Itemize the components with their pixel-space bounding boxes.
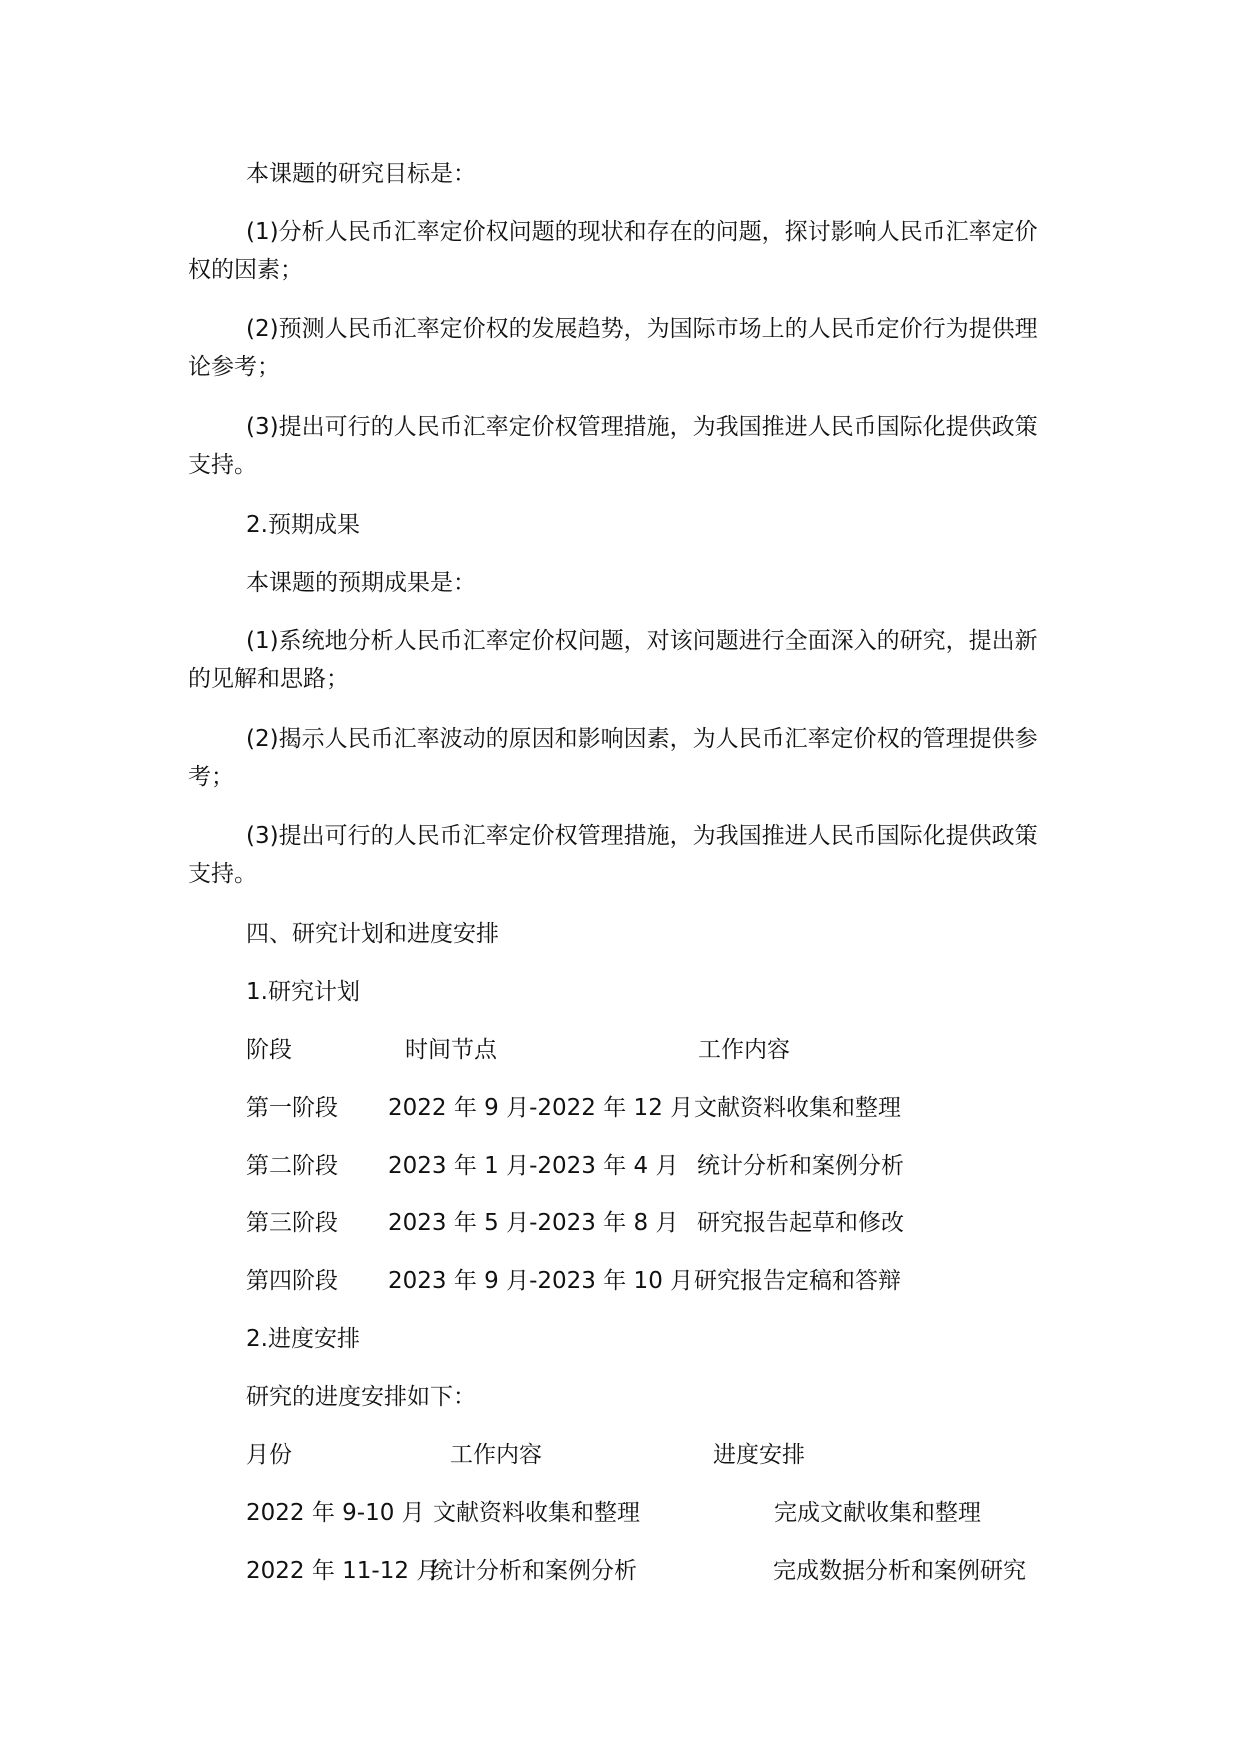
plan-header-time: 时间节点: [405, 1037, 497, 1063]
plan-row-stage: 第二阶段: [246, 1153, 338, 1179]
result-item-1: (1)系统地分析人民币汇率定价权问题，对该问题进行全面深入的研究，提出新的见解和思路；: [188, 628, 1038, 692]
schedule-intro: 研究的进度安排如下：: [246, 1384, 476, 1410]
result-heading: 2.预期成果: [246, 512, 360, 538]
plan-row-work: 研究报告定稿和答辩: [694, 1268, 901, 1294]
plan-row-time: 2023 年 1 月-2023 年 4 月: [388, 1153, 679, 1179]
plan-row-time: 2022 年 9 月-2022 年 12 月: [388, 1095, 694, 1121]
plan-row-time: 2023 年 5 月-2023 年 8 月: [388, 1210, 679, 1236]
goal-item-2: (2)预测人民币汇率定价权的发展趋势，为国际市场上的人民币定价行为提供理论参考；: [188, 316, 1038, 380]
plan-header-work: 工作内容: [698, 1037, 790, 1063]
plan-row-stage: 第四阶段: [246, 1268, 338, 1294]
plan-header-stage: 阶段: [246, 1037, 292, 1063]
plan-row-stage: 第三阶段: [246, 1210, 338, 1236]
schedule-row-work: 统计分析和案例分析: [430, 1558, 637, 1584]
goal-item-1: (1)分析人民币汇率定价权问题的现状和存在的问题，探讨影响人民币汇率定价权的因素；: [188, 219, 1038, 283]
plan-row-time: 2023 年 9 月-2023 年 10 月: [388, 1268, 694, 1294]
schedule-row-progress: 完成数据分析和案例研究: [773, 1558, 1026, 1584]
result-item-2: (2)揭示人民币汇率波动的原因和影响因素，为人民币汇率定价权的管理提供参考；: [188, 726, 1038, 790]
schedule-header-work: 工作内容: [450, 1442, 542, 1468]
plan-row-work: 研究报告起草和修改: [697, 1210, 904, 1236]
section-heading-4: 四、研究计划和进度安排: [246, 921, 499, 947]
goal-intro: 本课题的研究目标是：: [246, 161, 476, 187]
plan-row-work: 文献资料收集和整理: [694, 1095, 901, 1121]
goal-item-3: (3)提出可行的人民币汇率定价权管理措施，为我国推进人民币国际化提供政策支持。: [188, 414, 1038, 478]
schedule-heading: 2.进度安排: [246, 1326, 360, 1352]
schedule-row-month: 2022 年 11-12 月: [246, 1558, 440, 1584]
plan-row-stage: 第一阶段: [246, 1095, 338, 1121]
schedule-row-progress: 完成文献收集和整理: [774, 1500, 981, 1526]
plan-row-work: 统计分析和案例分析: [697, 1153, 904, 1179]
schedule-row-work: 文献资料收集和整理: [433, 1500, 640, 1526]
schedule-row-month: 2022 年 9-10 月: [246, 1500, 425, 1526]
schedule-header-month: 月份: [246, 1442, 292, 1468]
result-intro: 本课题的预期成果是：: [246, 570, 476, 596]
plan-heading: 1.研究计划: [246, 979, 360, 1005]
schedule-header-progress: 进度安排: [713, 1442, 805, 1468]
result-item-3: (3)提出可行的人民币汇率定价权管理措施，为我国推进人民币国际化提供政策支持。: [188, 823, 1038, 887]
